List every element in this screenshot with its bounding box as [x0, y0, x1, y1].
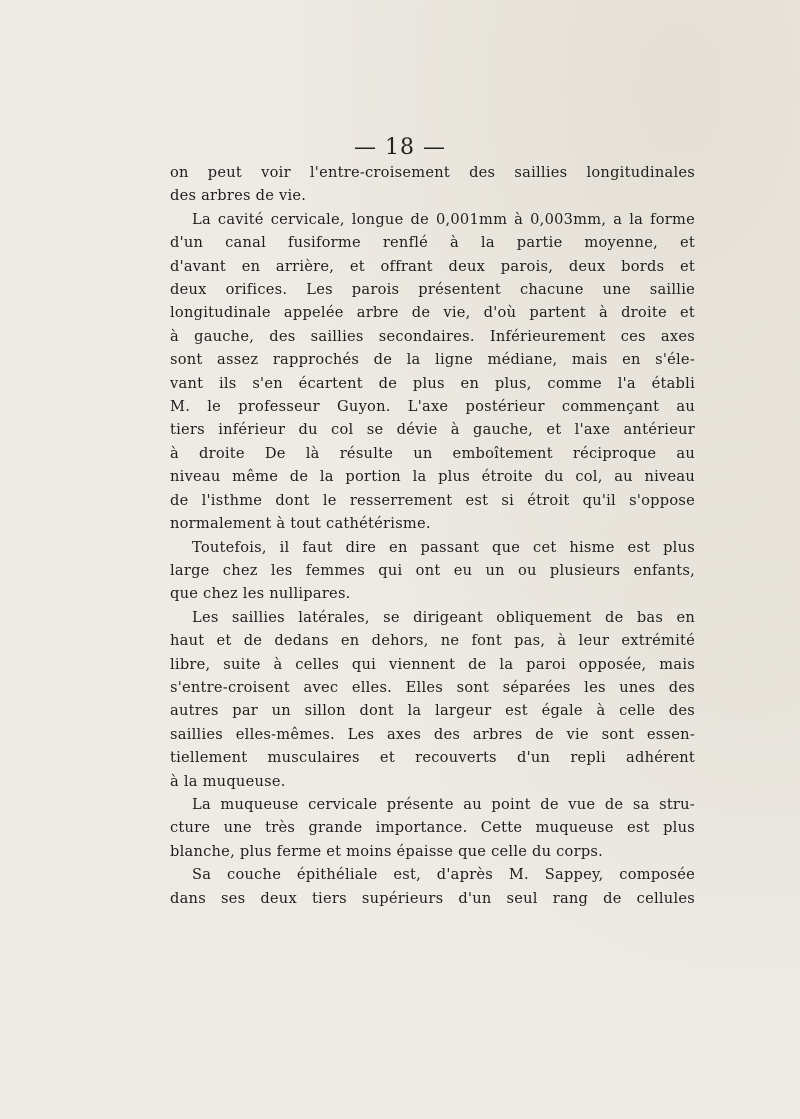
paragraph-2 [170, 208, 695, 536]
paragraph-3 [170, 536, 695, 606]
text-line: à la muqueuse. [170, 772, 286, 790]
text-line: saillies elles-mêmes. Les axes des arbres de vie sont essen- [170, 725, 695, 743]
text-line: à droite De là résulte un emboîtement réciproque au [170, 444, 695, 462]
text-line: à gauche, des saillies secondaires. Inférieurement ces axes [170, 327, 695, 345]
text-line: Sa couche épithéliale est, d'après M. Sappey, composée [192, 866, 695, 884]
text-line: des arbres de vie. [170, 187, 307, 205]
text-line: dans ses deux tiers supérieurs d'un seul rang de cellules [170, 889, 695, 907]
text-line: d'un canal fusiforme renflé à la partie moyenne, et [170, 234, 695, 252]
text-line: La muqueuse cervicale présente au point de vue de sa stru- [192, 795, 695, 813]
text-line: autres par un sillon dont la largeur est égale à celle des [170, 702, 695, 720]
text-line: cture une très grande importance. Cette muqueuse est plus [170, 819, 695, 837]
text-line: sont assez rapprochés de la ligne médiane, mais en s'éle- [170, 351, 695, 369]
text-line: large chez les femmes qui ont eu un ou plusieurs enfants, [170, 561, 695, 579]
text-line: tiers inférieur du col se dévie à gauche, et l'axe antérieur [170, 421, 695, 439]
text-line: s'entre-croisent avec elles. Elles sont séparées les unes des [170, 678, 695, 696]
text-line: niveau même de la portion la plus étroite du col, au niveau [170, 468, 695, 486]
text-line: libre, suite à celles qui viennent de la paroi opposée, mais [170, 655, 695, 673]
paragraph-1 [170, 161, 695, 208]
text-line: normalement à tout cathétérisme. [170, 515, 431, 533]
text-line: d'avant en arrière, et offrant deux parois, deux bords et [170, 257, 695, 275]
text-line: haut et de dedans en dehors, ne font pas, à leur extrémité [170, 632, 695, 650]
text-line: on peut voir l'entre-croisement des saillies longitudinales [170, 164, 695, 181]
paragraph-6 [170, 863, 695, 910]
text-line: M. le professeur Guyon. L'axe postérieur commençant au [170, 398, 695, 416]
text-line: tiellement musculaires et recouverts d'un repli adhérent [170, 749, 695, 767]
text-line: que chez les nullipares. [170, 585, 351, 603]
body-text [170, 161, 695, 910]
page-number: — 18 — [354, 135, 446, 160]
text-line: longitudinale appelée arbre de vie, d'où partent à droite et [170, 304, 695, 322]
text-line: La cavité cervicale, longue de 0,001mm à 0,003mm, a la forme [192, 210, 695, 228]
paragraph-4 [170, 606, 695, 793]
paragraph-5 [170, 793, 695, 863]
text-line: Les saillies latérales, se dirigeant obliquement de bas en [192, 608, 695, 626]
text-line: de l'isthme dont le resserrement est si étroit qu'il s'oppose [170, 491, 695, 509]
text-line: vant ils s'en écartent de plus en plus, comme l'a établi [170, 374, 695, 392]
text-line: deux orifices. Les parois présentent chacune une saillie [170, 281, 695, 299]
text-line: Toutefois, il faut dire en passant que cet hisme est plus [192, 538, 695, 556]
text-line: blanche, plus ferme et moins épaisse que celle du corps. [170, 842, 604, 860]
